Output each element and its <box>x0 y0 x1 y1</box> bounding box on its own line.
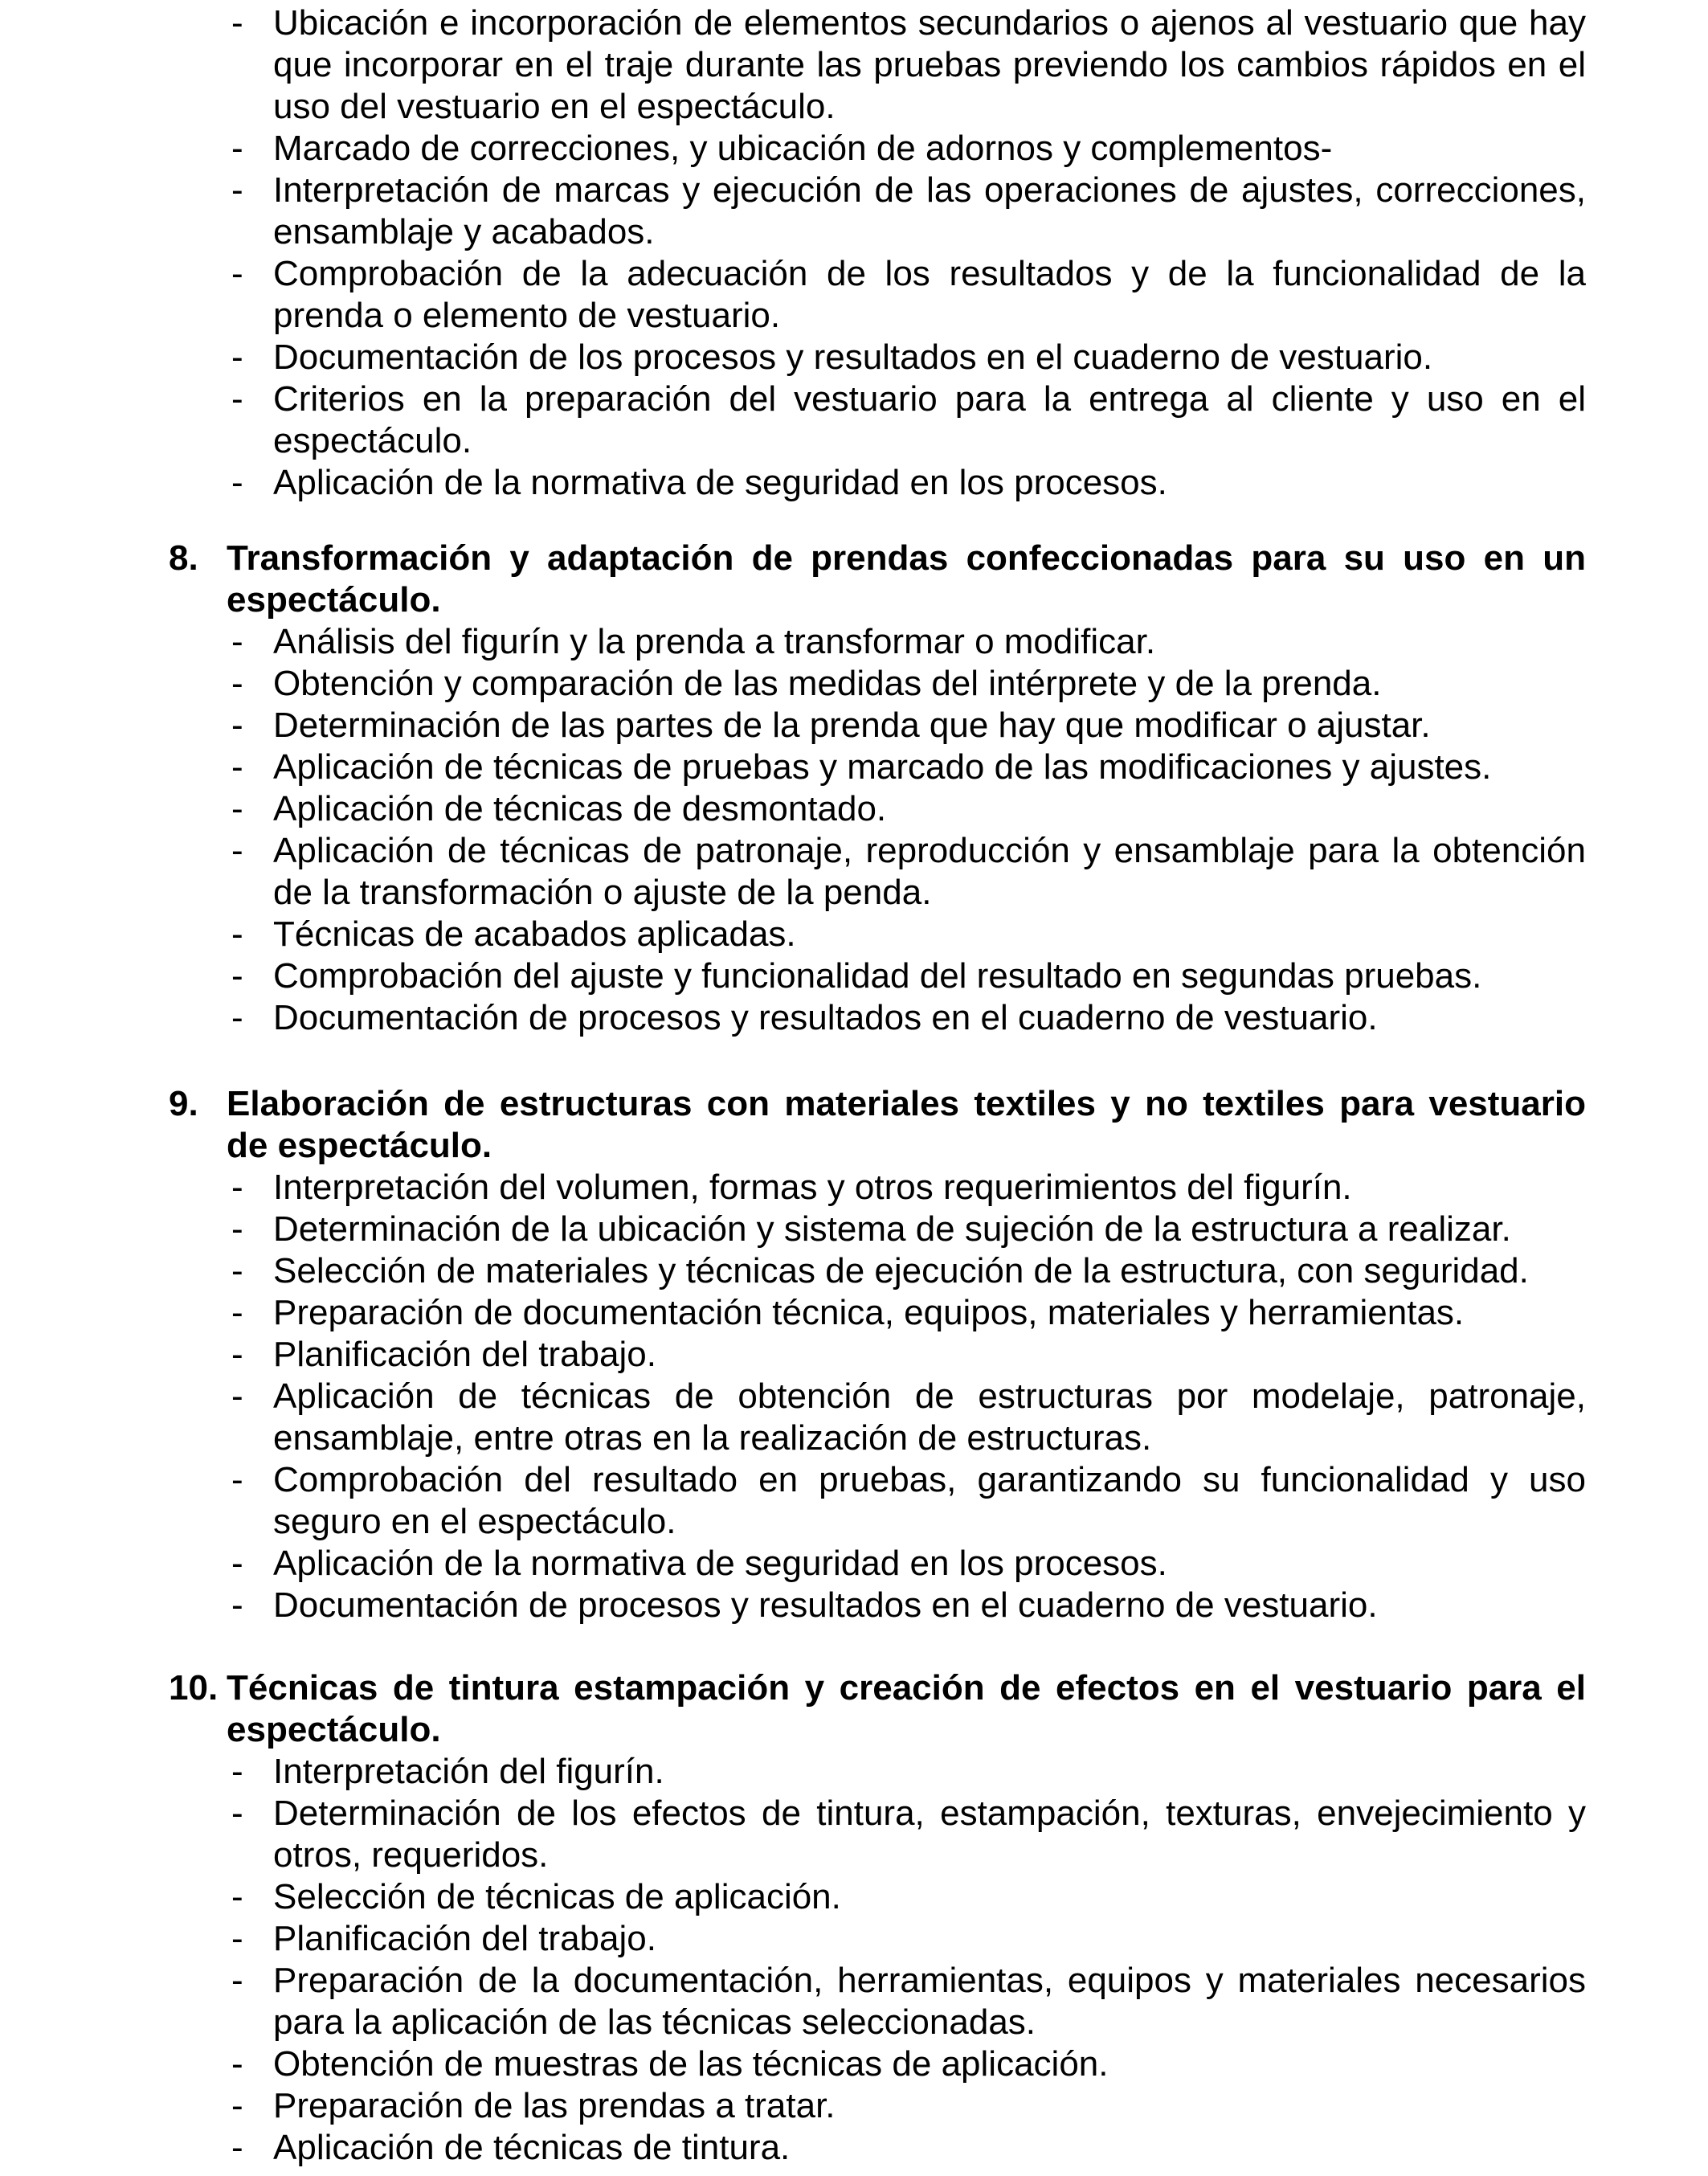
section-number: 8. <box>169 538 198 578</box>
list-item <box>231 955 1586 997</box>
list-item <box>231 170 1586 253</box>
bullet-dash: - <box>231 1251 243 1290</box>
bullet-dash: - <box>231 1209 243 1249</box>
list-item <box>231 1751 1586 1793</box>
bullet-dash: - <box>231 706 243 745</box>
list-item-text: Aplicación de técnicas de patronaje, reproducción y ensamblaje para la obtención de la transformación o ajuste de la penda. <box>273 831 1586 912</box>
list-item-text: Selección de técnicas de aplicación. <box>273 1877 841 1916</box>
list-item-text: Marcado de correcciones, y ubicación de adornos y complementos- <box>273 129 1333 168</box>
list-item-text: Técnicas de acabados aplicadas. <box>273 914 796 954</box>
list-item-text: Análisis del figurín y la prenda a transformar o modificar. <box>273 622 1156 661</box>
bullet-dash: - <box>231 622 243 661</box>
list-item-text: Comprobación del ajuste y funcionalidad del resultado en segundas pruebas. <box>273 956 1482 996</box>
bullet-dash: - <box>231 170 243 210</box>
section-heading <box>169 1083 1586 1167</box>
bullet-dash: - <box>231 914 243 954</box>
bullet-dash: - <box>231 1544 243 1583</box>
bullet-dash: - <box>231 254 243 293</box>
list-item <box>231 1167 1586 1209</box>
list-item-text: Aplicación de la normativa de seguridad en los procesos. <box>273 463 1167 502</box>
list-item <box>231 705 1586 746</box>
intro-item-list <box>0 2 1708 504</box>
bullet-dash: - <box>231 2086 243 2125</box>
bullet-dash: - <box>231 379 243 419</box>
list-item-text: Determinación de las partes de la prenda que hay que modificar o ajustar. <box>273 706 1431 745</box>
bullet-dash: - <box>231 998 243 1037</box>
bullet-dash: - <box>231 1293 243 1332</box>
bullet-dash: - <box>231 2044 243 2084</box>
bullet-dash: - <box>231 1877 243 1916</box>
list-item <box>231 2085 1586 2127</box>
list-item-text: Obtención de muestras de las técnicas de aplicación. <box>273 2044 1109 2084</box>
list-item-text: Interpretación de marcas y ejecución de las operaciones de ajustes, correcciones, ensamblaje y acabados. <box>273 170 1586 252</box>
bullet-dash: - <box>231 1961 243 2000</box>
list-item <box>231 746 1586 788</box>
bullet-dash: - <box>231 1376 243 1416</box>
section-item-list <box>0 1751 1708 2169</box>
section-number: 10. <box>169 1668 219 1708</box>
list-item-text: Aplicación de la normativa de seguridad en los procesos. <box>273 1544 1167 1583</box>
list-item <box>231 337 1586 378</box>
list-item-text: Interpretación del volumen, formas y otros requerimientos del figurín. <box>273 1168 1352 1207</box>
list-item <box>231 462 1586 504</box>
bullet-dash: - <box>231 463 243 502</box>
bullet-dash: - <box>231 664 243 703</box>
list-item <box>231 378 1586 462</box>
list-item-text: Interpretación del figurín. <box>273 1752 664 1791</box>
bullet-dash: - <box>231 129 243 168</box>
list-item <box>231 1459 1586 1543</box>
bullet-dash: - <box>231 831 243 870</box>
list-item <box>231 663 1586 705</box>
list-item <box>231 253 1586 337</box>
list-item <box>231 1209 1586 1250</box>
section-10 <box>0 1667 1708 2169</box>
list-item-text: Obtención y comparación de las medidas del intérprete y de la prenda. <box>273 664 1382 703</box>
list-item <box>231 914 1586 955</box>
list-item-text: Aplicación de técnicas de obtención de estructuras por modelaje, patronaje, ensamblaje, entre otras en la realización de estructuras. <box>273 1376 1586 1458</box>
list-item <box>231 997 1586 1039</box>
list-item-text: Selección de materiales y técnicas de ejecución de la estructura, con seguridad. <box>273 1251 1529 1290</box>
list-item-text: Documentación de procesos y resultados en el cuaderno de vestuario. <box>273 998 1378 1037</box>
list-item-text: Comprobación del resultado en pruebas, garantizando su funcionalidad y uso seguro en el espectáculo. <box>273 1460 1586 1541</box>
section-8 <box>0 538 1708 1039</box>
bullet-dash: - <box>231 1919 243 1958</box>
list-item-text: Criterios en la preparación del vestuario para la entrega al cliente y uso en el espectáculo. <box>273 379 1586 460</box>
section-heading <box>169 1667 1586 1751</box>
list-item <box>231 2 1586 128</box>
list-item <box>231 1918 1586 1960</box>
bullet-dash: - <box>231 1794 243 1833</box>
list-item-text: Aplicación de técnicas de desmontado. <box>273 789 887 828</box>
bullet-dash: - <box>231 956 243 996</box>
bullet-dash: - <box>231 3 243 43</box>
list-item-text: Documentación de procesos y resultados en el cuaderno de vestuario. <box>273 1585 1378 1625</box>
bullet-dash: - <box>231 1585 243 1625</box>
list-item-text: Aplicación de técnicas de pruebas y marcado de las modificaciones y ajustes. <box>273 747 1492 787</box>
list-item-text: Comprobación de la adecuación de los resultados y de la funcionalidad de la prenda o elemento de vestuario. <box>273 254 1586 335</box>
section-title: Elaboración de estructuras con materiales textiles y no textiles para vestuario de espectáculo. <box>227 1084 1586 1165</box>
list-item-text: Preparación de documentación técnica, equipos, materiales y herramientas. <box>273 1293 1465 1332</box>
section-number: 9. <box>169 1084 198 1123</box>
list-item <box>231 1876 1586 1918</box>
list-item <box>231 1334 1586 1376</box>
list-item-text: Planificación del trabajo. <box>273 1335 656 1374</box>
list-item-text: Preparación de la documentación, herramientas, equipos y materiales necesarios para la aplicación de las técnicas seleccionadas. <box>273 1961 1586 2042</box>
list-item-text: Preparación de las prendas a tratar. <box>273 2086 836 2125</box>
section-item-list <box>0 1167 1708 1626</box>
bullet-dash: - <box>231 1168 243 1207</box>
bullet-dash: - <box>231 1752 243 1791</box>
list-item <box>231 830 1586 914</box>
bullet-dash: - <box>231 789 243 828</box>
list-item <box>231 1960 1586 2043</box>
list-item-text: Aplicación de técnicas de tintura. <box>273 2128 791 2167</box>
list-item-text: Determinación de los efectos de tintura, estampación, texturas, envejecimiento y otros, requeridos. <box>273 1794 1586 1875</box>
bullet-dash: - <box>231 337 243 377</box>
list-item <box>231 1793 1586 1876</box>
section-9 <box>0 1083 1708 1626</box>
list-item <box>231 2043 1586 2085</box>
bullet-dash: - <box>231 1335 243 1374</box>
list-item-text: Planificación del trabajo. <box>273 1919 656 1958</box>
bullet-dash: - <box>231 2128 243 2167</box>
bullet-dash: - <box>231 1460 243 1499</box>
list-item <box>231 128 1586 170</box>
section-item-list <box>0 621 1708 1039</box>
list-item <box>231 1292 1586 1334</box>
section-title: Transformación y adaptación de prendas confeccionadas para su uso en un espectáculo. <box>227 538 1586 620</box>
list-item-text: Documentación de los procesos y resultados en el cuaderno de vestuario. <box>273 337 1433 377</box>
list-item <box>231 1250 1586 1292</box>
list-item <box>231 788 1586 830</box>
bullet-dash: - <box>231 747 243 787</box>
list-item-text: Ubicación e incorporación de elementos secundarios o ajenos al vestuario que hay que incorporar en el traje durante las pruebas previendo los cambios rápidos en el uso del vestuario en el espectáculo. <box>273 3 1586 126</box>
list-item <box>231 621 1586 663</box>
section-heading <box>169 538 1586 621</box>
list-item <box>231 1543 1586 1585</box>
list-item-text: Determinación de la ubicación y sistema de sujeción de la estructura a realizar. <box>273 1209 1511 1249</box>
list-item <box>231 1376 1586 1459</box>
list-item <box>231 2127 1586 2169</box>
section-title: Técnicas de tintura estampación y creación de efectos en el vestuario para el espectáculo. <box>227 1668 1586 1749</box>
list-item <box>231 1585 1586 1626</box>
